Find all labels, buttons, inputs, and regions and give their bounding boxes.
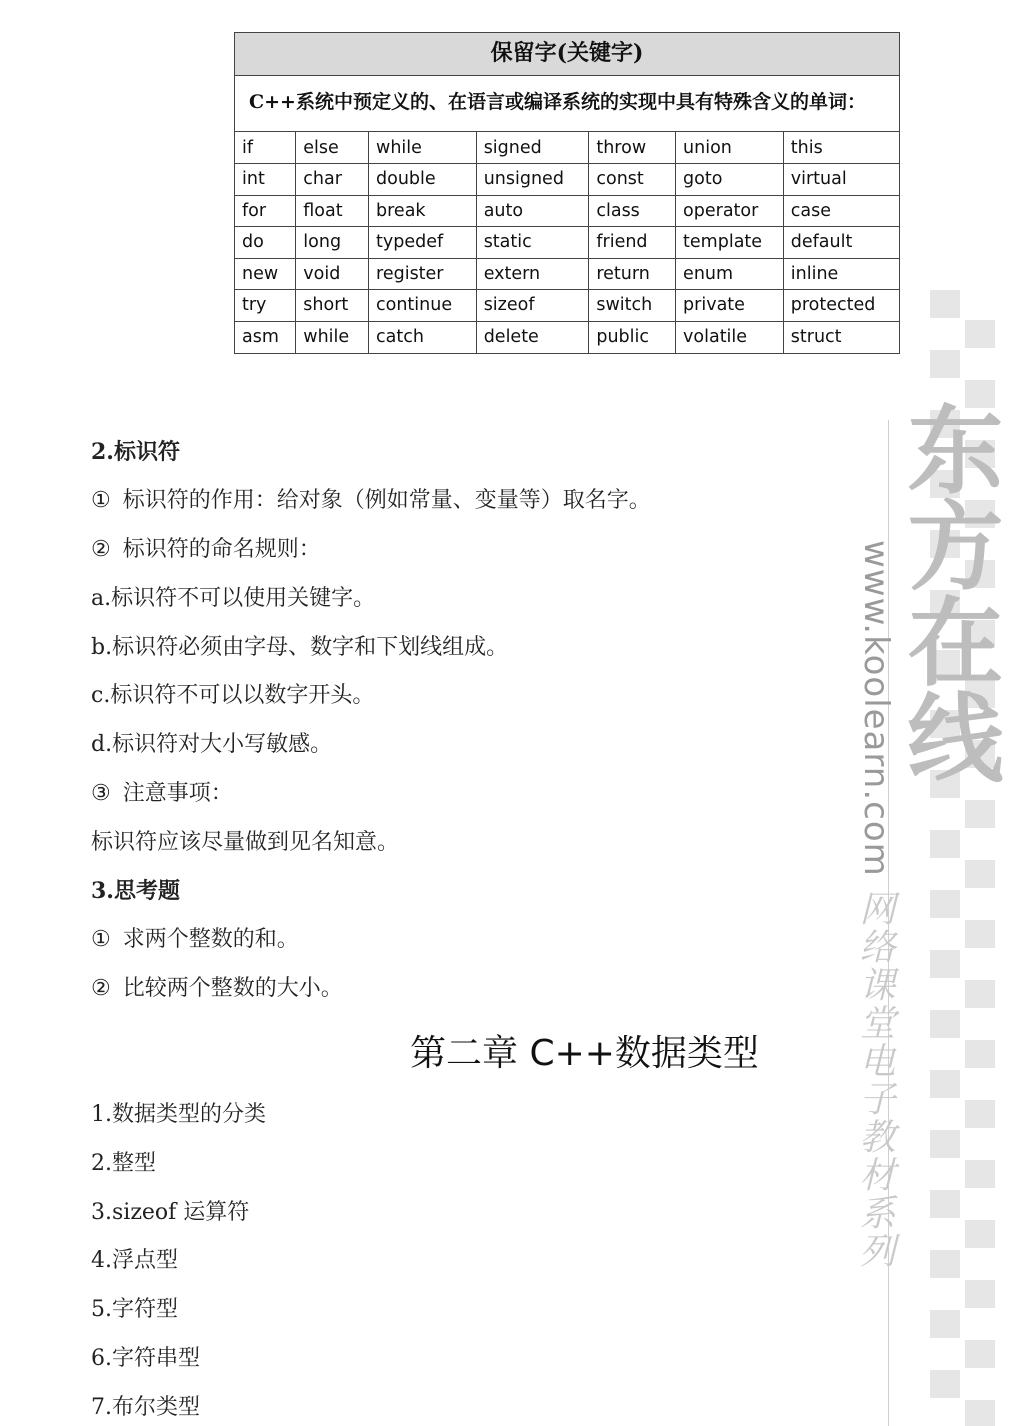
keyword-cell: throw bbox=[589, 132, 676, 164]
checker-square bbox=[965, 1040, 995, 1068]
checker-square bbox=[965, 320, 995, 348]
checker-square bbox=[930, 350, 960, 378]
keyword-row bbox=[235, 227, 899, 259]
keyword-cell: goto bbox=[676, 164, 784, 196]
keyword-cell: struct bbox=[790, 327, 842, 347]
keyword-cell: delete bbox=[476, 321, 589, 353]
keyword-cell: this bbox=[783, 132, 899, 164]
keyword-cell: for bbox=[235, 195, 296, 227]
keyword-cell: else bbox=[296, 132, 369, 164]
keyword-table bbox=[234, 32, 900, 354]
checker-square bbox=[965, 1400, 995, 1426]
keyword-table-description: C++系统中预定义的、在语言或编译系统的实现中具有特殊含义的单词： bbox=[235, 76, 899, 132]
checker-square bbox=[965, 800, 995, 828]
keyword-row bbox=[235, 258, 899, 290]
keyword-cell: float bbox=[296, 195, 369, 227]
keyword-cell: return bbox=[589, 258, 676, 290]
checker-square bbox=[965, 1160, 995, 1188]
chapter-title: 第二章 C++数据类型 bbox=[410, 1033, 759, 1074]
keyword-cell: static bbox=[476, 227, 589, 259]
keyword-table-caption: 保留字(关键字) bbox=[235, 33, 899, 76]
checker-square bbox=[930, 1070, 960, 1098]
item-text: 标识符的命名规则： bbox=[122, 537, 321, 562]
keyword-cell: while bbox=[369, 132, 477, 164]
section3-q2 bbox=[91, 974, 343, 1004]
chapter-item: 2.整型 bbox=[91, 1151, 156, 1176]
checker-square bbox=[930, 1130, 960, 1158]
checker-square bbox=[965, 860, 995, 888]
keyword-cell: friend bbox=[589, 227, 676, 259]
item-marker: ① bbox=[91, 927, 111, 952]
keyword-cell: asm bbox=[235, 321, 296, 353]
keyword-cell: while bbox=[296, 321, 369, 353]
item-marker: ③ bbox=[91, 781, 111, 806]
keyword-cell: default bbox=[783, 227, 899, 259]
keyword-cell: if bbox=[235, 132, 296, 164]
keyword-cell: break bbox=[369, 195, 477, 227]
keyword-cell: double bbox=[369, 164, 477, 196]
item-text: 注意事项： bbox=[122, 781, 233, 806]
keyword-cell: void bbox=[296, 258, 369, 290]
chapter-item: 6.字符串型 bbox=[91, 1346, 200, 1371]
checker-square bbox=[930, 1010, 960, 1038]
section3-title: 3.思考题 bbox=[91, 878, 180, 904]
keyword-cell: long bbox=[296, 227, 369, 259]
section2-item2 bbox=[91, 535, 321, 565]
checker-square bbox=[965, 1220, 995, 1248]
checker-square bbox=[965, 980, 995, 1008]
keyword-cell: case bbox=[783, 195, 899, 227]
checker-square bbox=[930, 830, 960, 858]
item-marker: ② bbox=[91, 537, 111, 562]
keyword-cell: typedef bbox=[369, 227, 477, 259]
item-marker: ② bbox=[91, 976, 111, 1001]
chapter-item: 1.数据类型的分类 bbox=[91, 1102, 266, 1127]
rule-d: d.标识符对大小写敏感。 bbox=[91, 732, 333, 757]
keyword-cell: volatile bbox=[676, 321, 784, 353]
keyword-cell: new bbox=[235, 258, 296, 290]
keyword-cell: sizeof bbox=[476, 290, 589, 322]
keyword-cell: short bbox=[296, 290, 369, 322]
section2-note: 标识符应该尽量做到见名知意。 bbox=[91, 830, 400, 855]
keyword-cell: catch bbox=[369, 321, 477, 353]
keyword-cell: virtual bbox=[783, 164, 899, 196]
keyword-row bbox=[235, 321, 899, 353]
keyword-cell: inline bbox=[783, 258, 899, 290]
item-marker: ① bbox=[91, 488, 111, 513]
chapter-item: 4.浮点型 bbox=[91, 1248, 178, 1273]
keyword-cell: register bbox=[369, 258, 477, 290]
keyword-cell: int bbox=[235, 164, 296, 196]
keyword-row bbox=[235, 164, 899, 196]
checker-square bbox=[965, 1280, 995, 1308]
checker-square bbox=[965, 1340, 995, 1368]
keyword-cell: const bbox=[589, 164, 676, 196]
chapter-item: 7.布尔类型 bbox=[91, 1395, 200, 1420]
keyword-cell: signed bbox=[476, 132, 589, 164]
section3-q1 bbox=[91, 925, 299, 955]
keyword-cell: extern bbox=[476, 258, 589, 290]
checker-square bbox=[930, 1310, 960, 1338]
keyword-cell: private bbox=[676, 290, 784, 322]
item-text: 标识符的作用：给对象（例如常量、变量等）取名字。 bbox=[122, 488, 651, 513]
keyword-cell: enum bbox=[676, 258, 784, 290]
checker-square bbox=[965, 1100, 995, 1128]
checker-square bbox=[930, 890, 960, 918]
keyword-cell: char bbox=[296, 164, 369, 196]
keyword-cell: public bbox=[589, 321, 676, 353]
keyword-cell: auto bbox=[476, 195, 589, 227]
keyword-row bbox=[235, 290, 899, 322]
checker-square bbox=[930, 290, 960, 318]
item-text: 求两个整数的和。 bbox=[122, 927, 299, 952]
keyword-cell: do bbox=[235, 227, 296, 259]
checker-square bbox=[930, 1250, 960, 1278]
keyword-cell: unsigned bbox=[476, 164, 589, 196]
checker-square bbox=[930, 950, 960, 978]
section2-item1 bbox=[91, 486, 651, 516]
keyword-cell: try bbox=[235, 290, 296, 322]
item-text: 比较两个整数的大小。 bbox=[122, 976, 343, 1001]
keyword-cell: switch bbox=[589, 290, 676, 322]
keyword-cell: protected bbox=[783, 290, 899, 322]
keyword-cell: union bbox=[676, 132, 784, 164]
keyword-cell: template bbox=[676, 227, 784, 259]
section2-item3 bbox=[91, 779, 233, 809]
watermark-series: 网络课堂电子教材系列 bbox=[854, 890, 895, 1270]
keyword-row bbox=[235, 195, 899, 227]
keyword-cell: class bbox=[589, 195, 676, 227]
chapter-item: 5.字符型 bbox=[91, 1297, 178, 1322]
chapter-item: 3.sizeof 运算符 bbox=[91, 1200, 250, 1225]
watermark-brand: 东方在线 bbox=[892, 400, 1004, 784]
keyword-cell: operator bbox=[676, 195, 784, 227]
checker-square bbox=[930, 1190, 960, 1218]
keyword-cell: continue bbox=[369, 290, 477, 322]
checker-square bbox=[965, 920, 995, 948]
watermark-url: www.koolearn.com bbox=[856, 540, 896, 877]
rule-a: a.标识符不可以使用关键字。 bbox=[91, 586, 376, 611]
keyword-row bbox=[235, 132, 899, 164]
rule-c: c.标识符不可以以数字开头。 bbox=[91, 683, 375, 708]
rule-b: b.标识符必须由字母、数字和下划线组成。 bbox=[91, 635, 509, 660]
section2-title: 2.标识符 bbox=[91, 439, 180, 465]
checker-square bbox=[930, 1370, 960, 1398]
keyword-grid bbox=[235, 132, 899, 353]
